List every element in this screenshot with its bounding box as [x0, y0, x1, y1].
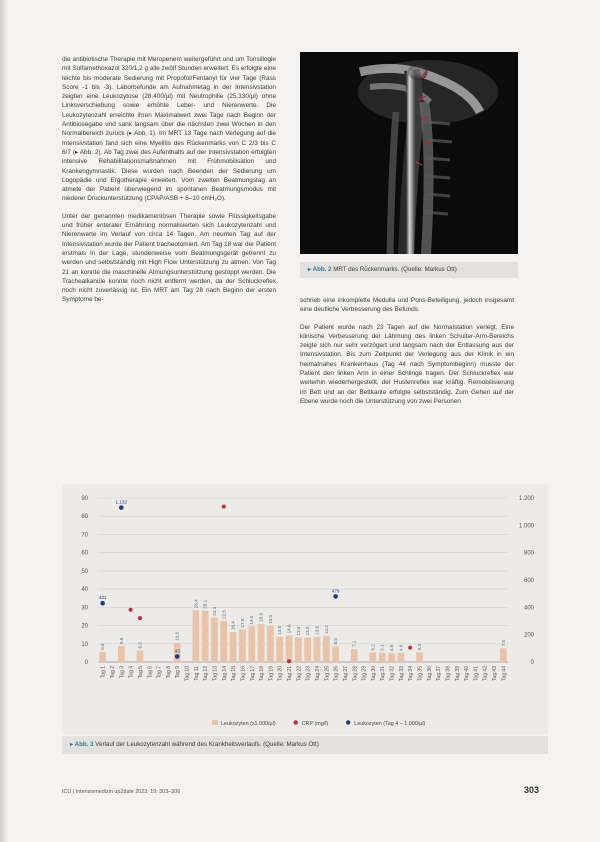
bar-data-label: 7.1: [351, 640, 357, 648]
crp-point: [287, 659, 291, 663]
right-tick-label: 600: [523, 578, 534, 584]
bar-data-label: 13.4: [295, 626, 301, 636]
bar-data-label: 14.2: [323, 625, 329, 635]
right-tick-label: 400: [523, 605, 534, 612]
left-tick-label: 10: [81, 641, 88, 648]
bar-data-label: 5.1: [379, 644, 385, 651]
bar: [192, 610, 199, 662]
leukocyte-chart: [62, 484, 548, 734]
bar: [99, 652, 106, 662]
left-tick-label: 60: [81, 550, 88, 557]
point-data-label: 479: [331, 588, 340, 594]
x-tick-label: Tag 29: [361, 666, 368, 682]
point-data-label: 43: [174, 648, 180, 654]
bar: [416, 652, 423, 662]
x-tick-label: Tag 41: [473, 666, 480, 682]
left-tick-label: 80: [81, 514, 88, 521]
x-tick-label: Tag 6: [147, 666, 154, 679]
bar-data-label: 8.5: [333, 638, 339, 645]
bar: [267, 626, 274, 662]
right-tick-label: 200: [523, 632, 534, 639]
x-tick-label: Tag 32: [389, 666, 396, 682]
legend-label: CRP (mg/l): [301, 721, 329, 727]
right-axis-point: [119, 505, 124, 510]
legend-swatch: [293, 720, 297, 724]
x-tick-label: Tag 36: [426, 666, 433, 682]
bar-data-label: 16.4: [230, 621, 236, 631]
x-tick-label: Tag 12: [203, 666, 210, 682]
bar-data-label: 28.4: [193, 599, 199, 609]
x-tick-label: Tag 5: [137, 666, 144, 679]
x-tick-label: Tag 34: [408, 666, 415, 682]
legend-label: Leukozyten (Tag 4 – 1.000/µl): [354, 721, 426, 727]
left-tick-label: 0: [84, 660, 88, 666]
left-tick-label: 30: [81, 605, 88, 612]
crp-point: [408, 646, 412, 650]
x-tick-label: Tag 23: [305, 666, 312, 682]
x-tick-label: Tag 28: [352, 666, 359, 682]
bar-data-label: 4.9: [398, 644, 404, 652]
body-text-right: [300, 296, 514, 414]
x-tick-label: Tag 43: [492, 666, 499, 682]
bar-data-label: 19.5: [249, 615, 255, 625]
bar-data-label: 22.5: [221, 610, 227, 619]
mri-spine-image: [300, 52, 518, 254]
mri-figure: [300, 52, 518, 254]
x-tick-label: Tag 15: [231, 666, 238, 682]
caption-text: MRT des Rückenmarks. (Quelle: Markus Ott): [331, 266, 457, 273]
x-tick-label: Tag 11: [193, 666, 200, 681]
right-axis-point: [175, 654, 180, 659]
x-tick-label: Tag 24: [314, 666, 321, 682]
bar: [323, 636, 330, 662]
bar: [211, 618, 218, 662]
x-tick-label: Tag 30: [370, 666, 377, 682]
x-tick-label: Tag 40: [464, 666, 471, 682]
bar-data-label: 13.5: [305, 626, 311, 636]
bar-data-label: 8.8: [118, 637, 124, 644]
right-tick-label: 1.000: [518, 523, 534, 530]
crp-point: [138, 616, 142, 620]
figure-ref: ▸ Abb. 3: [70, 741, 94, 748]
x-tick-label: Tag 42: [482, 666, 489, 682]
bar: [137, 651, 144, 662]
bar-data-label: 17.8: [239, 618, 245, 628]
bar: [220, 621, 227, 662]
x-tick-label: Tag 37: [436, 666, 443, 682]
crp-point: [129, 608, 133, 612]
left-tick-label: 90: [81, 496, 88, 502]
x-tick-label: Tag 19: [268, 666, 275, 682]
caption-text: Verlauf der Leukozytenzahl während des Krankheitsverlaufs. (Quelle: Markus Ott): [93, 741, 319, 748]
bar-data-label: 13.8: [277, 625, 283, 635]
left-tick-label: 20: [81, 623, 88, 630]
x-tick-label: Tag 1: [100, 666, 107, 679]
journal-reference: ICU | Intensivmedizin up2date 2023; 19: 303–306: [62, 789, 181, 795]
body-text-left: [62, 55, 276, 313]
x-tick-label: Tag 13: [212, 666, 219, 682]
x-tick-label: Tag 33: [398, 666, 405, 682]
figure-caption: [300, 262, 518, 278]
bar-data-label: 13.8: [314, 625, 320, 635]
bar: [370, 653, 377, 662]
x-tick-label: Tag 14: [221, 666, 228, 682]
x-tick-label: Tag 25: [324, 666, 331, 682]
figure-ref: ▸ Abb. 2: [308, 266, 332, 273]
x-tick-label: Tag 16: [240, 666, 247, 682]
paragraph: Der Patient wurde nach 23 Tagen auf die Normalstation verlegt. Eine klinische Verbesserung der Lähmung des linken Schulter-Arm-Bereichs zeigte sich nur sehr verzögert und langsam nach der Entlassung aus der Intensivstation. Bis zum Zeitpunkt der Verlegung aus der Klinik in ein heimatnahes Krankenhaus (Tag 44 nach Symptombeginn) musste der Patient den linken Arm in einer Schlinge tragen. Der Schluckreflex war weiterhin wiederhergestellt, der Hustenreflex war kräftig. Remobilisierung im Bett und an der Bettkante erfolgte selbstständig. Zum Gehen auf der Ebene wurde noch die Unterstützung von zwei Personen: [300, 323, 514, 405]
x-tick-label: Tag 4: [128, 666, 135, 679]
x-tick-label: Tag 18: [259, 666, 266, 682]
bar: [295, 638, 302, 662]
point-data-label: 1.132: [115, 499, 128, 505]
paragraph: schrieb eine inkomplette Medulla und Pons-Beteiligung, jedoch insgesamt eine deutliche Verbesserung des Befunds.: [300, 297, 514, 314]
bar-data-label: 10.5: [174, 631, 180, 641]
x-tick-label: Tag 20: [277, 666, 284, 682]
x-tick-label: Tag 17: [249, 666, 256, 682]
bar-data-label: 5.6: [100, 643, 106, 650]
chart-canvas: [62, 484, 548, 734]
bar: [304, 637, 311, 662]
x-tick-label: Tag 44: [501, 666, 508, 682]
bar: [379, 653, 386, 662]
bar: [239, 630, 246, 662]
x-tick-label: Tag 8: [165, 666, 172, 679]
bar-data-label: 4.8: [389, 644, 395, 652]
paragraph: die antibiotische Therapie mit Meropenem weitergeführt und um Tonsillogie mit Sulfamethoxazol 320/1,2 g alle zwölf Stunden erweitert. Es erfolgte eine leichte bis moderate Sedierung mit Propofol/Fentanyl für vier Tage (Rass Score -1 bis -3). Laborbefunde am Aufnahmetag in der Intensivstation zeigten eine Leukozytose (28.400/µl) mit Neutrophilie (25.330/µl) ohne Linksverschiebung sowie erhöhte Leber- und Nierenwerte. Die Leukozytenzahl erreichte ihren Maximalwert zwei Tage nach Beginn der Antibiosegabe und sank langsam über die nächsten zwei Wochen in den Normalbereich zurück (▸ Abb. 1). Im MRT 13 Tage nach Verlegung auf die Intensivstation fand sich eine Myelitis des Rückenmarks von C 2/3 bis C 6/7 (▸ Abb. 2). Ab Tag zwei des Aufenthalts auf der Intensivstation erfolgten intensive Rehabilitationsmaßnahmen mit Frühmobilisation und Krankengymnastik. Diese wurden nach Beenden der Sedierung um Logopädie und Ergotherapie erweitert. Vom zweiten Beatmungstag an atmete der Patient überwiegend im spontanen Beatmungsmodus mit niederer Druckunterstützung (CPAP/ASB + 6–10 cmH₂O).: [62, 56, 276, 203]
bar-data-label: 7.5: [500, 639, 506, 647]
legend-swatch: [212, 720, 218, 725]
right-tick-label: 1.200: [518, 496, 534, 502]
bar: [258, 624, 265, 662]
bar-data-label: 5.3: [416, 643, 422, 651]
x-tick-label: Tag 2: [109, 666, 116, 679]
right-axis-point: [100, 601, 105, 606]
binding-shadow: [0, 0, 8, 842]
bar: [332, 647, 339, 662]
crp-point: [222, 505, 226, 509]
left-tick-label: 50: [81, 568, 88, 575]
bar-data-label: 19.8: [267, 614, 273, 624]
x-tick-label: Tag 9: [175, 666, 182, 679]
bar: [118, 646, 125, 662]
x-tick-label: Tag 7: [156, 666, 163, 679]
x-tick-label: Tag 35: [417, 666, 424, 682]
bar: [397, 653, 404, 662]
bar-data-label: 6.3: [137, 642, 143, 649]
page-number: 303: [524, 785, 540, 795]
left-tick-label: 70: [81, 532, 88, 539]
bar: [351, 649, 358, 662]
x-tick-label: Tag 22: [296, 666, 303, 682]
x-tick-label: Tag 10: [184, 666, 191, 682]
x-tick-label: Tag 21: [287, 666, 294, 682]
x-tick-label: Tag 27: [342, 666, 349, 682]
x-tick-label: Tag 39: [454, 666, 461, 682]
bar: [314, 637, 321, 662]
right-tick-label: 800: [523, 550, 534, 557]
bar: [388, 653, 395, 662]
bar: [500, 648, 507, 662]
bar: [230, 632, 237, 662]
x-tick-label: Tag 38: [445, 666, 452, 682]
x-tick-label: Tag 31: [380, 666, 387, 682]
legend-swatch: [346, 720, 350, 724]
bar-data-label: 5.2: [370, 644, 376, 651]
x-tick-label: Tag 3: [119, 666, 126, 679]
x-tick-label: Tag 26: [333, 666, 340, 682]
bar-data-label: 20.9: [258, 612, 264, 622]
paragraph: Unter der genannten medikamentösen Therapie sowie Flüssigkeitsgabe und früher enteraler Ernährung normalisierten sich Leukozytenzahl und Nierenwerte im Verlauf von circa 14 Tagen. Am neunten Tag auf der Intensivstation wurde der Patient tracheotomiert. Am Tag 18 war der Patient erstmals in der Lage, stundenweise vom Beatmungsgerät getrennt zu werden und selbstständig mit High Flow Unterstützung zu atmen. Von Tag 21 an konnte die maschinelle Atmungsunterstützung gestoppt werden. Die Trachealkanüle konnte noch nicht entfernt werden, da der Schluckreflex noch nicht zuverlässig ist. Ein MRT am Tag 28 nach Beginn der ersten Symptome be-: [62, 212, 276, 304]
right-axis-point: [333, 594, 338, 599]
bar: [202, 611, 209, 662]
figure-caption: [62, 736, 548, 754]
bar-data-label: 14.6: [286, 624, 292, 634]
right-tick-label: 0: [530, 660, 534, 666]
bar-data-label: 28.1: [202, 599, 208, 609]
bar-data-label: 24.3: [211, 606, 217, 616]
point-data-label: 431: [98, 595, 107, 601]
bar: [286, 635, 293, 662]
legend-label: Leukozyten (x1.000/µl): [221, 721, 276, 727]
left-tick-label: 40: [81, 587, 88, 594]
bar: [248, 626, 255, 662]
bar: [276, 637, 283, 662]
